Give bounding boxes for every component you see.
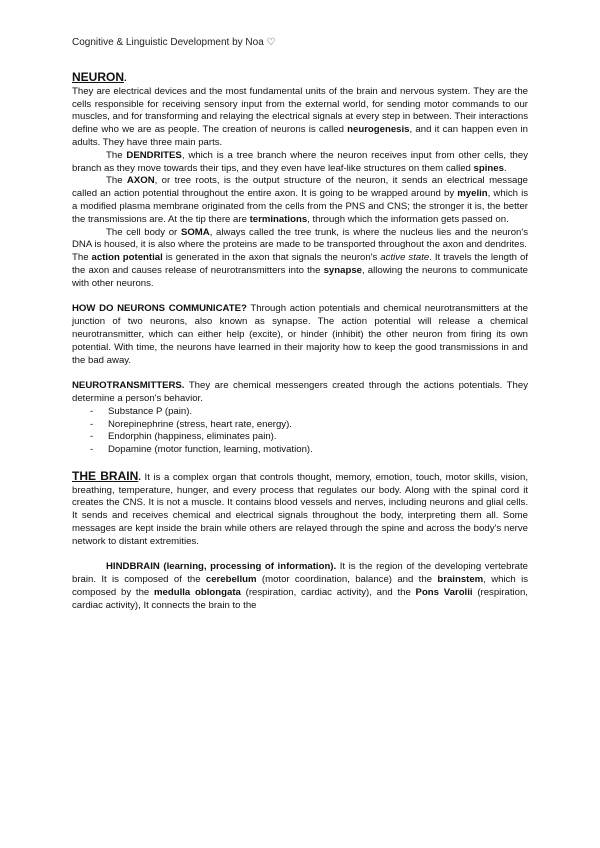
text-span: , or tree roots, is the output structure of the neuron, it sends an electrical message called an action potential throughout the entire axon. It is going to be wrapped around by	[72, 175, 528, 200]
term-neurogenesis: neurogenesis	[347, 124, 410, 136]
spacer	[72, 457, 528, 470]
text-span: It is the region of the developing vertebrate brain. It is composed of the	[72, 561, 528, 586]
text-span: (respiration, cardiac activity), It connects the brain to the	[72, 586, 528, 611]
text-span: They are electrical devices and the most fundamental units of the brain and nervous system. They are the cells responsible for receiving sensory input from the external world, for sending motor commands to our muscles, and for transforming and relaying the electrical signals at every step in between. Their interactions define who we are as people. The creation of neurons is called	[72, 85, 528, 136]
text-span: , allowing the neurons to communicate with other neurons.	[72, 264, 529, 289]
text-span: . It travels the length of the axon and causes release of neurotransmitters into the	[72, 252, 528, 276]
term-spines: spines	[473, 162, 504, 174]
list-item: - Endorphin (happiness, eliminates pain).	[90, 431, 528, 444]
axon-paragraph	[72, 175, 528, 226]
text-span: , and it can happen even in adults. They have three main parts.	[72, 124, 529, 148]
document-body	[72, 71, 528, 612]
text-span: , which is composed by the	[72, 574, 529, 598]
term-myelin: myelin	[457, 188, 488, 200]
spacer	[72, 291, 528, 304]
neurotransmitters-title: NEUROTRANSMITTERS.	[72, 380, 185, 392]
communicate-title: HOW DO NEURONS COMMUNICATE?	[72, 303, 247, 315]
text-span: .	[503, 162, 507, 174]
brain-title: THE BRAIN	[72, 468, 139, 483]
text-span: is generated in the axon that signals the neuron's	[162, 252, 381, 264]
text-span: The	[106, 175, 127, 187]
term-medulla-oblongata: medulla oblongata	[154, 586, 241, 598]
neuron-title-dot: .	[124, 73, 127, 84]
term-cerebellum: cerebellum	[205, 574, 257, 586]
text-span: The cell body or	[106, 226, 181, 238]
term-soma: SOMA	[180, 226, 210, 238]
text-span: (motor coordination, balance) and the	[256, 574, 438, 586]
text-span: The	[106, 149, 127, 161]
term-brainstem: brainstem	[437, 574, 484, 586]
term-axon: AXON	[126, 175, 155, 187]
dendrites-paragraph	[72, 150, 528, 176]
text-span: , through which the information gets passed on.	[307, 213, 509, 225]
term-active-state: active state	[380, 252, 430, 264]
term-terminations: terminations	[249, 213, 308, 225]
spacer	[72, 367, 528, 380]
communicate-paragraph	[72, 303, 528, 367]
neurotransmitters-list	[72, 406, 528, 457]
term-pons-varolii: Pons Varolii	[415, 586, 473, 598]
term-dendrites: DENDRITES	[126, 149, 182, 161]
neuron-heading	[72, 71, 528, 86]
term-action-potential: action potential	[91, 252, 163, 264]
list-item: - Substance P (pain).	[90, 406, 528, 419]
text-span: (respiration, cardiac activity), and the	[240, 586, 416, 598]
text-span: It is a complex organ that controls thought, memory, emotion, touch, motor skills, vision, breathing, temperature, hunger, and every process that regulates our body. Along with the spinal cord it creates the CNS. It is not a muscle. It contains blood vessels and nerves, including neurons and glial cells. It sends and receives chemical and electrical signals throughout the body, interpreting them all. Some messages are kept inside the brain while others are relayed through the spine and across the body's nerve network to distant extremities.	[72, 471, 528, 547]
brain-paragraph	[72, 470, 528, 549]
term-synapse: synapse	[323, 264, 362, 276]
soma-paragraph	[72, 227, 528, 253]
text-span: , which is a modified plasma membrane originated from the cells from the PNS and CNS; the stronger it is, the better the transmissions are. At the tip there are	[72, 188, 528, 225]
list-item: - Dopamine (motor function, learning, motivation).	[90, 444, 528, 457]
neuron-intro-paragraph	[72, 86, 528, 150]
list-item: - Norepinephrine (stress, heart rate, energy).	[90, 419, 528, 432]
brain-title-dot: .	[138, 471, 141, 483]
neurotransmitters-paragraph	[72, 380, 528, 406]
hindbrain-title: HINDBRAIN (learning, processing of information).	[106, 561, 337, 573]
neuron-title: NEURON	[72, 70, 125, 84]
document-header: Cognitive & Linguistic Development by Noa ♡	[72, 37, 276, 48]
action-potential-paragraph	[72, 252, 528, 290]
text-span: , which is a tree branch where the neuron receives input from other cells, they branch as they move towards their tips, and they even have leaf-like structures on them called	[72, 149, 528, 174]
hindbrain-paragraph	[72, 561, 528, 612]
text-span: , always called the tree trunk, is where the nucleus lies and the neuron's DNA is housed, it is also where the proteins are made to be transported throughout the axon and dendrites.	[72, 226, 528, 251]
spacer	[72, 548, 528, 561]
text-span: The	[72, 252, 92, 264]
text-span: They are chemical messengers created through the actions potentials. They determine a person's behavior.	[72, 380, 528, 404]
text-span: Through action potentials and chemical neurotransmitters at the junction of two neurons, also known as synapse. The action potential will release a chemical neurotransmitter, which can either help (excite), or hinder (inhibit) the other neuron from firing its own potential. With time, the neurons have learned in their majority how to keep the good transmissions in and the bad away.	[72, 303, 529, 366]
